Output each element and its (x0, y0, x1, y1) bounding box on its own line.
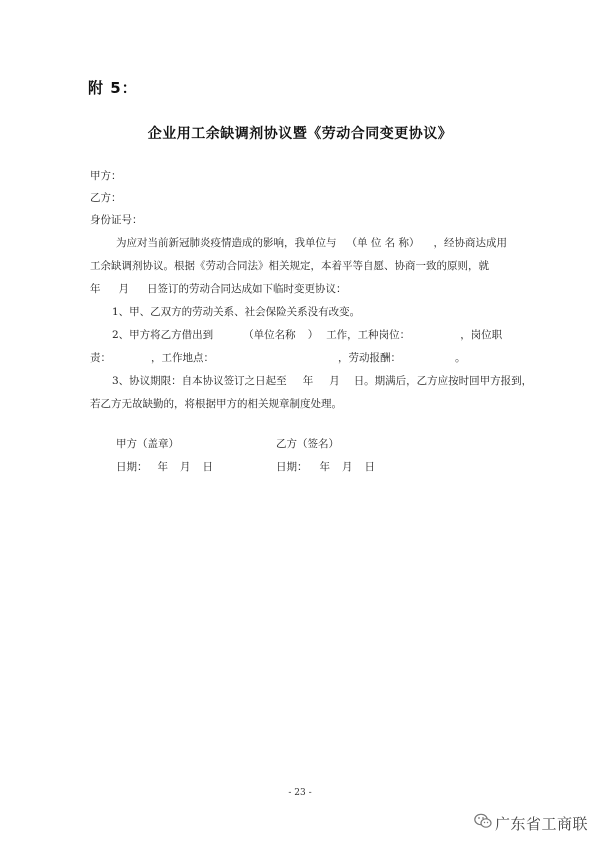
para1-month: 月 (118, 283, 129, 295)
date-month: 月 (342, 461, 353, 473)
date-label: 日期： (116, 461, 148, 473)
clause-3-line1 (112, 374, 532, 388)
party-b-signature-label: 乙方（签名） (276, 438, 339, 450)
para1-line2: 工余缺调剂协议。根据《劳动合同法》相关规定，本着平等自愿、协商一致的原则，就 (90, 260, 489, 272)
clause2-d: 工作，工种岗位： (326, 329, 411, 341)
clause3-month: 月 (329, 375, 340, 387)
clause2-c: ） (307, 329, 319, 341)
date-day: 日 (202, 461, 213, 473)
date-month: 月 (180, 461, 191, 473)
clause-1: 1、甲、乙双方的劳动关系、社会保险关系没有改变。 (112, 306, 361, 318)
clause3-a: 3、协议期限：自本协议签订之日起至 (112, 375, 287, 387)
para1-text-a: 为应对当前新冠肺炎疫情造成的影响，我单位与 (116, 237, 337, 249)
para1-year: 年 (90, 283, 101, 295)
document-title: 企业用工余缺调剂协议暨《劳动合同变更协议》 (147, 126, 453, 142)
para1-text-b: （单 位 名 称） (346, 237, 420, 249)
clause-2-line2 (90, 351, 466, 365)
clause3-year: 年 (302, 375, 314, 387)
watermark (474, 812, 588, 834)
party-a-date (116, 460, 213, 474)
para1-text-c: ，经协商达成用 (433, 237, 508, 249)
clause2-e: ，岗位职 (460, 329, 503, 341)
clause-2-line1 (112, 328, 502, 342)
clause2-h: ，劳动报酬： (338, 352, 401, 364)
id-number-label: 身份证号： (90, 214, 143, 226)
clause3-d: 日。期满后，乙方应按时回甲方报到， (353, 375, 533, 387)
date-label: 日期： (276, 461, 308, 473)
page-number: - 23 - (288, 788, 312, 798)
para1-day-text: 日签订的劳动合同达成如下临时变更协议： (147, 283, 347, 295)
clause2-b: （单位名称 (243, 329, 296, 341)
para1-line1 (116, 236, 507, 250)
clause2-g: ，工作地点： (151, 352, 214, 364)
clause2-a: 2、甲方将乙方借出到 (112, 329, 214, 341)
watermark-text: 广东省工商联 (495, 814, 589, 833)
party-b-date (276, 460, 375, 474)
party-a-label: 甲方： (90, 170, 122, 182)
para1-line3 (90, 282, 347, 296)
clause2-f: 责： (90, 352, 111, 364)
date-year: 年 (157, 461, 168, 473)
date-day: 日 (364, 461, 375, 473)
party-a-seal-label: 甲方（盖章） (116, 438, 179, 450)
wechat-icon (474, 813, 492, 833)
clause-3-line2: 若乙方无故缺勤的，将根据甲方的相关规章制度处理。 (90, 398, 342, 410)
clause2-i: 。 (455, 352, 466, 364)
party-b-label: 乙方： (90, 192, 122, 204)
date-year: 年 (319, 461, 330, 473)
annex-label: 附 5： (88, 79, 138, 97)
